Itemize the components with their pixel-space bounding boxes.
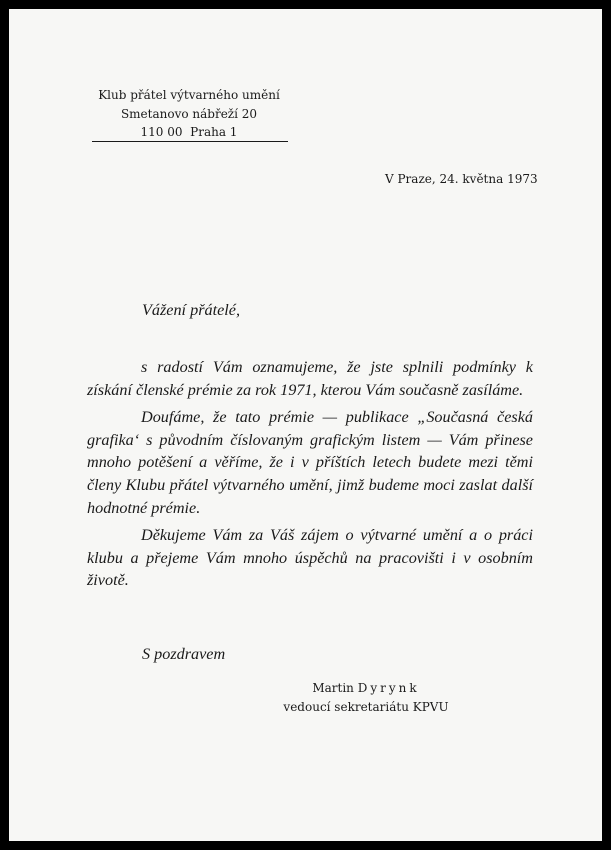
- closing: S pozdravem: [142, 645, 226, 663]
- letter-page: [9, 9, 602, 841]
- letter-date: V Praze, 24. května 1973: [385, 172, 538, 186]
- signatory-first-name: Martin: [312, 681, 354, 695]
- signatory-name: [271, 679, 461, 698]
- paragraph-3: Děkujeme Vám za Váš zájem o výtvarné umění a o práci klubu a přejeme Vám mnoho úspěchů na pracovišti i v osobním životě.: [87, 526, 533, 590]
- salutation: Vážení přátelé,: [142, 301, 241, 319]
- sender-name: Klub přátel výtvarného umění: [98, 88, 280, 102]
- signature-block: [271, 679, 461, 716]
- sender-street: Smetanovo nábřeží 20: [120, 106, 258, 121]
- sender-address: [92, 86, 286, 142]
- letter-body: [87, 356, 533, 597]
- paragraph-1: s radostí Vám oznamujeme, že jste splnili podmínky k získání členské prémie za rok 1971, kterou Vám současně zasíláme.: [87, 358, 533, 399]
- sender-city: 110 00 Praha 1: [140, 125, 238, 139]
- signatory-surname: Dyrynk: [357, 681, 420, 695]
- paragraph-2: Doufáme, že tato prémie — publikace „Současná česká grafika‘ s původním číslovaným grafickým listem — Vám přinese mnoho potěšení a věříme, že i v příštích letech budete mezi těmi členy Klubu přátel výtvarného umění, jimž budeme moci zaslat další hodnotné prémie.: [87, 408, 533, 517]
- sender-divider: [92, 141, 288, 142]
- signatory-title: vedoucí sekretariátu KPVU: [283, 699, 449, 714]
